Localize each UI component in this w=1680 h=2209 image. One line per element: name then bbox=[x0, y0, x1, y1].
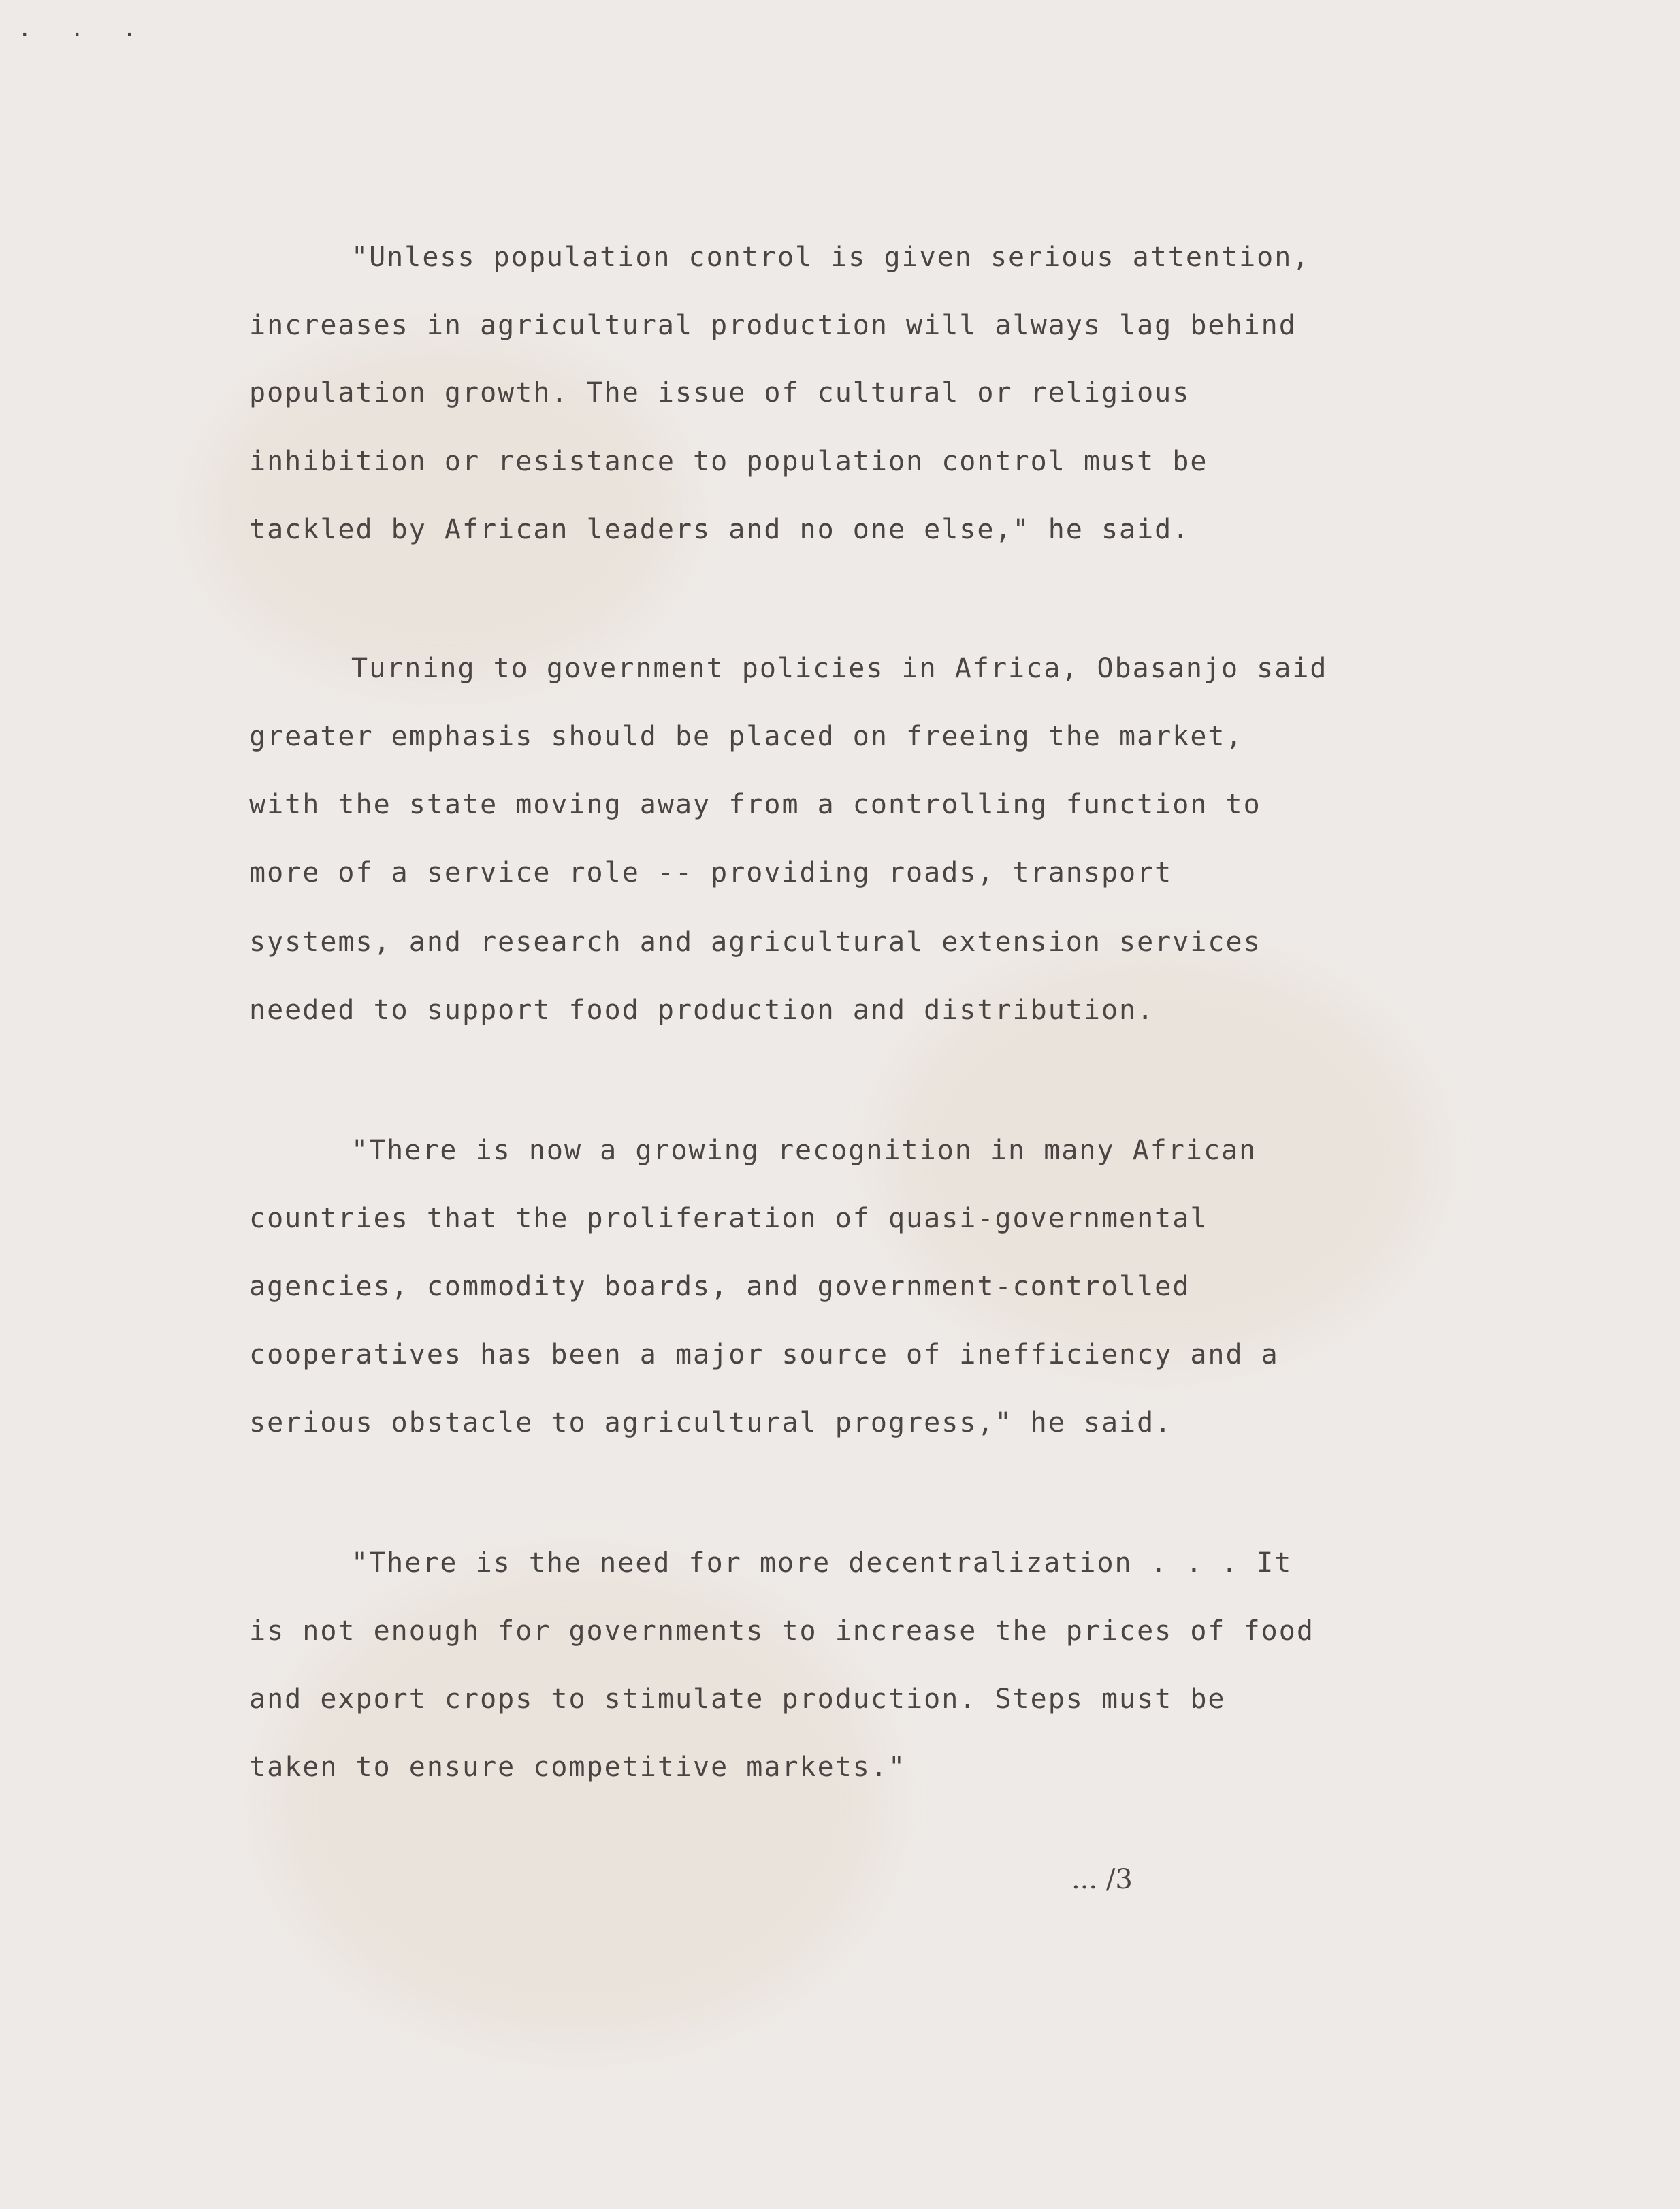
paragraph-2-line-1: Turning to government policies in Africa, Obasanjo said bbox=[351, 653, 1328, 684]
paragraph-4-line-1: "There is the need for more decentralization . . . It bbox=[351, 1547, 1293, 1579]
paragraph-2-line-6: needed to support food production and distribution. bbox=[249, 995, 1155, 1026]
paragraph-2-line-5: systems, and research and agricultural extension services bbox=[249, 926, 1261, 958]
paragraph-3-line-5: serious obstacle to agricultural progress," he said. bbox=[249, 1407, 1173, 1438]
paragraph-2-line-3: with the state moving away from a controlling function to bbox=[249, 789, 1261, 820]
page-continuation-marker: ... /3 bbox=[1071, 1864, 1133, 1895]
paragraph-1-line-5: tackled by African leaders and no one else," he said. bbox=[249, 514, 1191, 545]
paragraph-3-line-1: "There is now a growing recognition in many African bbox=[351, 1135, 1257, 1166]
paragraph-3-line-4: cooperatives has been a major source of inefficiency and a bbox=[249, 1339, 1279, 1370]
paragraph-4-line-4: taken to ensure competitive markets." bbox=[249, 1752, 907, 1783]
paragraph-2-line-2: greater emphasis should be placed on freeing the market, bbox=[249, 721, 1244, 752]
corner-marks: . . . bbox=[18, 15, 149, 42]
paragraph-4-line-2: is not enough for governments to increase the prices of food bbox=[249, 1615, 1314, 1647]
paragraph-1-line-2: increases in agricultural production will always lag behind bbox=[249, 310, 1297, 341]
paragraph-1-line-3: population growth. The issue of cultural or religious bbox=[249, 377, 1191, 408]
paragraph-1-line-1: "Unless population control is given serious attention, bbox=[351, 242, 1310, 273]
paragraph-1-line-4: inhibition or resistance to population control must be bbox=[249, 446, 1208, 477]
paragraph-4-line-3: and export crops to stimulate production. Steps must be bbox=[249, 1683, 1226, 1715]
paragraph-3-line-3: agencies, commodity boards, and government-controlled bbox=[249, 1271, 1191, 1302]
paragraph-2-line-4: more of a service role -- providing roads, transport bbox=[249, 857, 1173, 888]
paragraph-3-line-2: countries that the proliferation of quasi-governmental bbox=[249, 1203, 1208, 1234]
